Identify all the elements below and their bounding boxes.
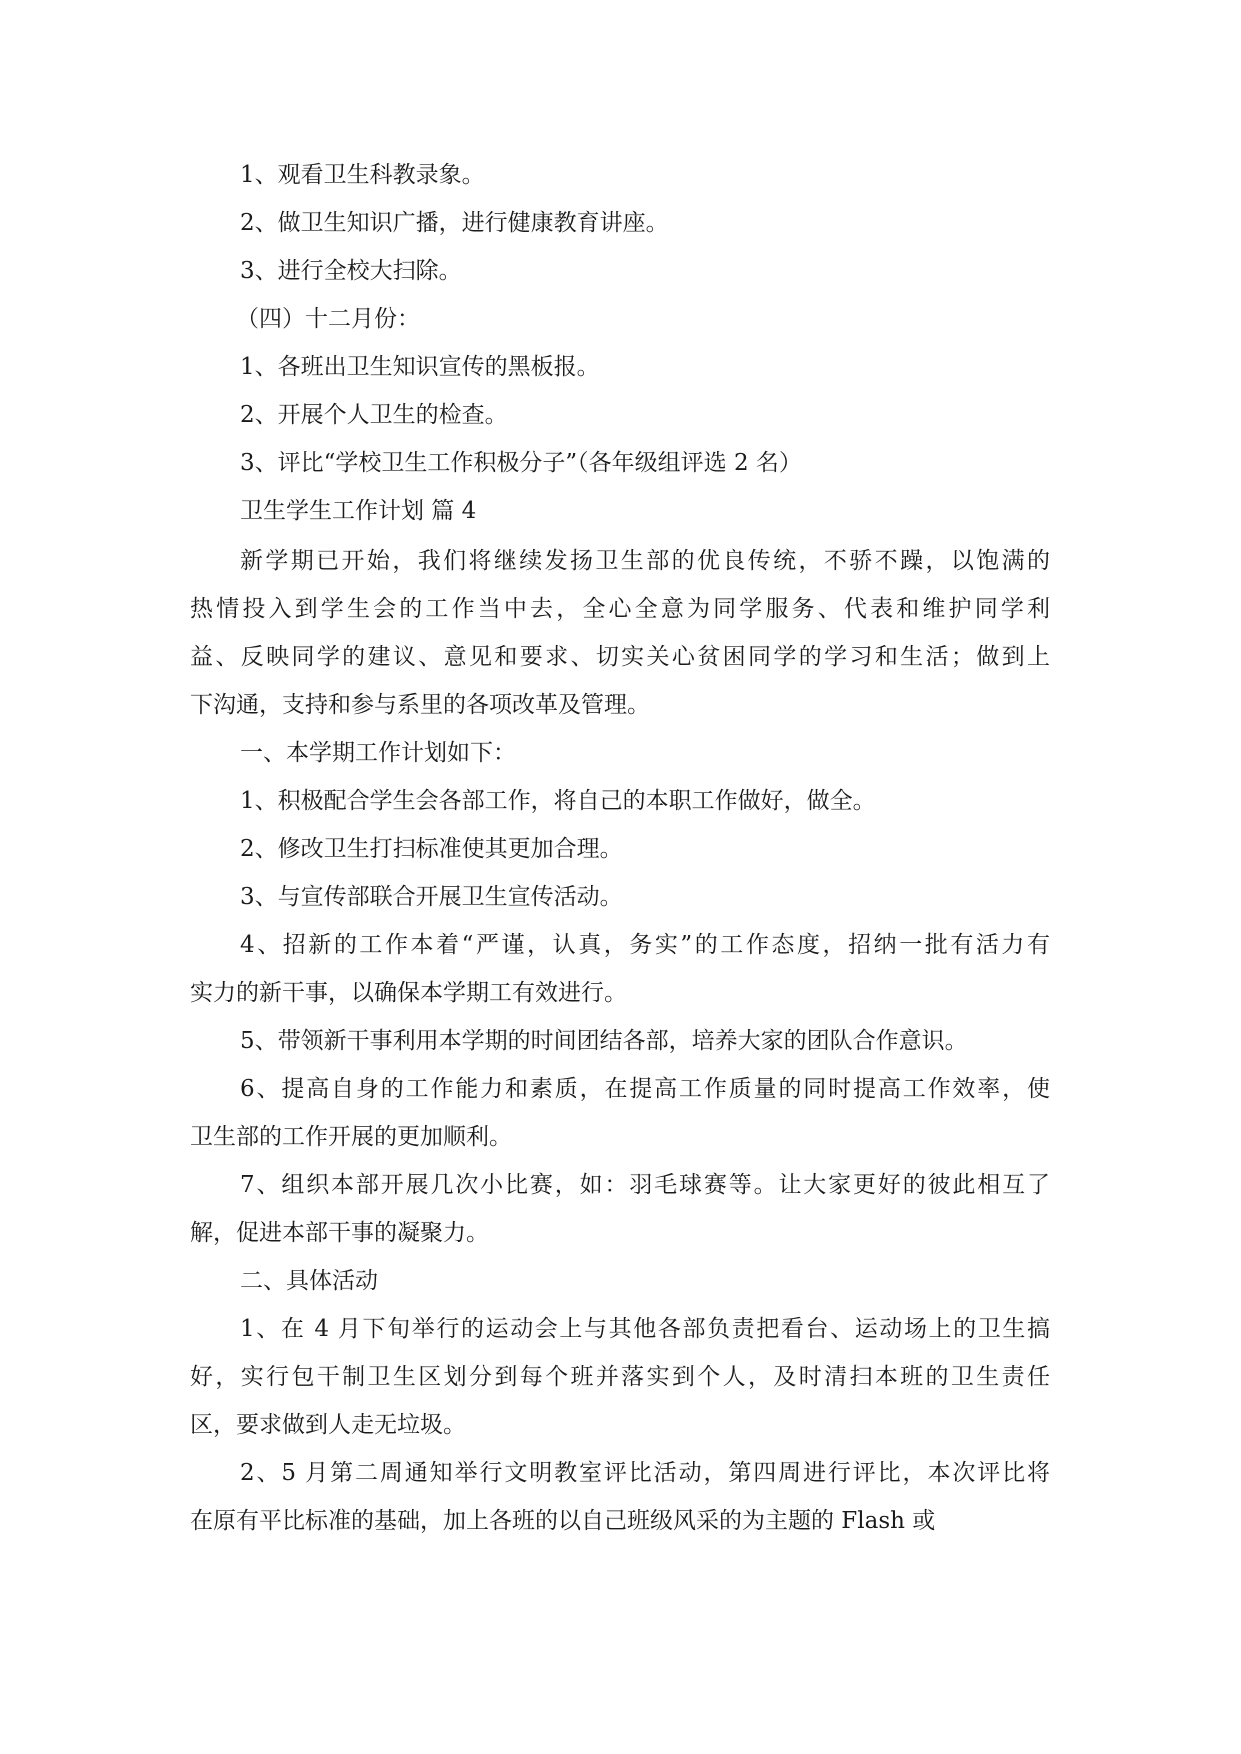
list-item: 2、做卫生知识广播，进行健康教育讲座。: [240, 210, 669, 236]
paragraph-line: 新学期已开始，我们将继续发扬卫生部的优良传统，不骄不躁，以饱满的: [240, 548, 1050, 574]
list-item: 1、积极配合学生会各部工作，将自己的本职工作做好，做全。: [240, 788, 876, 814]
list-item: 6、提高自身的工作能力和素质，在提高工作质量的同时提高工作效率，使: [240, 1076, 1050, 1102]
section-heading: （四）十二月份：: [236, 306, 420, 332]
list-item-continued: 实力的新干事，以确保本学期工有效进行。: [190, 980, 627, 1006]
list-item: 2、开展个人卫生的检查。: [240, 402, 508, 428]
list-item: 3、评比“学校卫生工作积极分子”（各年级组评选 2 名）: [240, 450, 802, 476]
list-item-continued: 解，促进本部干事的凝聚力。: [190, 1220, 489, 1246]
section-heading: 一、本学期工作计划如下：: [240, 740, 516, 766]
list-item: 4、招新的工作本着“严谨，认真，务实”的工作态度，招纳一批有活力有: [240, 932, 1050, 958]
list-item: 2、5 月第二周通知举行文明教室评比活动，第四周进行评比，本次评比将: [240, 1460, 1050, 1486]
list-item: 5、带领新干事利用本学期的时间团结各部，培养大家的团队合作意识。: [240, 1028, 968, 1054]
list-item: 1、观看卫生科教录象。: [240, 162, 485, 188]
list-item: 2、修改卫生打扫标准使其更加合理。: [240, 836, 623, 862]
section-heading: 二、具体活动: [240, 1268, 378, 1294]
list-item: 1、各班出卫生知识宣传的黑板报。: [240, 354, 600, 380]
list-item-continued: 好，实行包干制卫生区划分到每个班并落实到个人，及时清扫本班的卫生责任: [190, 1364, 1050, 1390]
list-item: 7、组织本部开展几次小比赛，如：羽毛球赛等。让大家更好的彼此相互了: [240, 1172, 1050, 1198]
list-item: 1、在 4 月下旬举行的运动会上与其他各部负责把看台、运动场上的卫生搞: [240, 1316, 1050, 1342]
list-item-continued: 在原有平比标准的基础，加上各班的以自己班级风采的为主题的 Flash 或: [190, 1508, 936, 1534]
paragraph-line: 下沟通，支持和参与系里的各项改革及管理。: [190, 692, 650, 718]
list-item-continued: 区，要求做到人走无垃圾。: [190, 1412, 466, 1438]
list-item: 3、进行全校大扫除。: [240, 258, 462, 284]
paragraph-line: 益、反映同学的建议、意见和要求、切实关心贫困同学的学习和生活；做到上: [190, 644, 1050, 670]
list-item: 3、与宣传部联合开展卫生宣传活动。: [240, 884, 623, 910]
paragraph-line: 热情投入到学生会的工作当中去，全心全意为同学服务、代表和维护同学利: [190, 596, 1050, 622]
list-item-continued: 卫生部的工作开展的更加顺利。: [190, 1124, 512, 1150]
article-title: 卫生学生工作计划 篇 4: [240, 498, 477, 524]
